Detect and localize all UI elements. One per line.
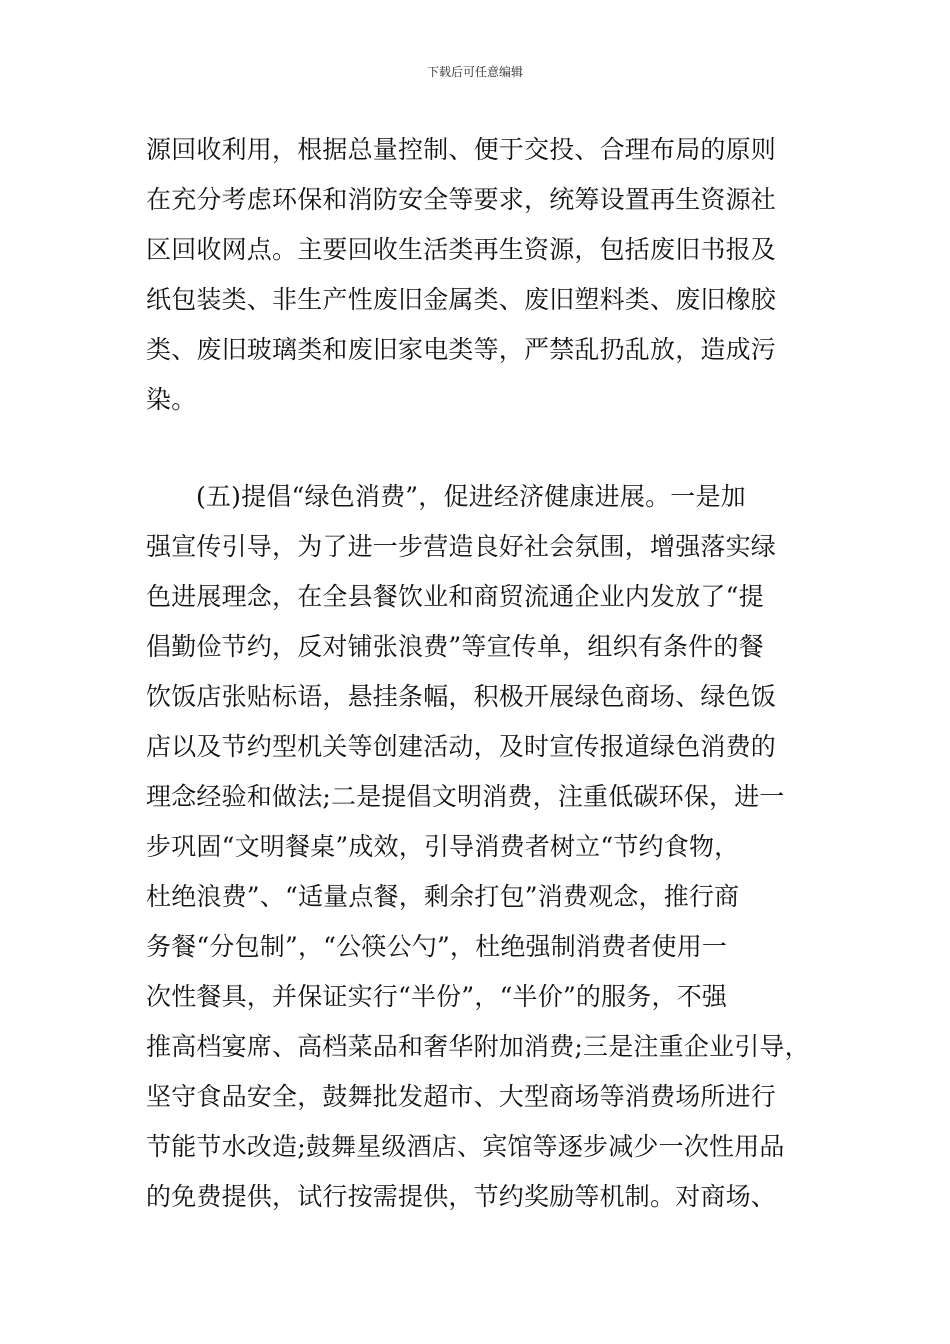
- paragraph2-line-3: 色进展理念，在全县餐饮业和商贸流通企业内发放了“提: [146, 582, 764, 611]
- paragraph2-line-2: 强宣传引导，为了进一步营造良好社会氛围，增强落实绿: [146, 532, 777, 561]
- paragraph2-line-4: 倡勤俭节约，反对铺张浪费”等宣传单，组织有条件的餐: [146, 632, 764, 661]
- paragraph2-line-14: 节能节水改造;鼓舞星级酒店、宾馆等逐步减少一次性用品: [146, 1132, 785, 1161]
- paragraph2-line-15: 的免费提供，试行按需提供，节约奖励等机制。对商场、: [146, 1182, 777, 1211]
- page-header: 下载后可任意编辑: [426, 65, 523, 79]
- paragraph2-line-12: 推高档宴席、高档菜品和奢华附加消费;三是注重企业引导，: [146, 1032, 810, 1061]
- paragraph2-line-9: 杜绝浪费”、“适量点餐，剩余打包”消费观念，推行商: [146, 882, 740, 911]
- paragraph1-line-4: 纸包装类、非生产性废旧金属类、废旧塑料类、废旧橡胶: [146, 285, 777, 314]
- paragraph1-line-6: 染。: [146, 385, 197, 414]
- paragraph2-line-7: 理念经验和做法;二是提倡文明消费，注重低碳环保，进一: [146, 782, 785, 811]
- paragraph2-line-1: (五)提倡“绿色消费”，促进经济健康进展。一是加: [196, 482, 746, 511]
- paragraph2-line-11: 次性餐具，并保证实行“半份”，“半价”的服务，不强: [146, 982, 728, 1011]
- paragraph2-line-8: 步巩固“文明餐桌”成效，引导消费者树立“节约食物，: [146, 832, 740, 861]
- paragraph1-line-3: 区回收网点。主要回收生活类再生资源，包括废旧书报及: [146, 235, 777, 264]
- paragraph2-line-10: 务餐“分包制”，“公筷公勺”，杜绝强制消费者使用一: [146, 932, 728, 961]
- paragraph2-line-5: 饮饭店张贴标语，悬挂条幅，积极开展绿色商场、绿色饭: [146, 682, 777, 711]
- paragraph1-line-2: 在充分考虑环保和消防安全等要求，统筹设置再生资源社: [146, 185, 777, 214]
- paragraph1-line-1: 源回收利用，根据总量控制、便于交投、合理布局的原则: [146, 135, 777, 164]
- paragraph1-line-5: 类、废旧玻璃类和废旧家电类等，严禁乱扔乱放，造成污: [146, 335, 777, 364]
- paragraph2-line-13: 坚守食品安全，鼓舞批发超市、大型商场等消费场所进行: [146, 1082, 777, 1111]
- paragraph2-line-6: 店以及节约型机关等创建活动，及时宣传报道绿色消费的: [146, 732, 777, 761]
